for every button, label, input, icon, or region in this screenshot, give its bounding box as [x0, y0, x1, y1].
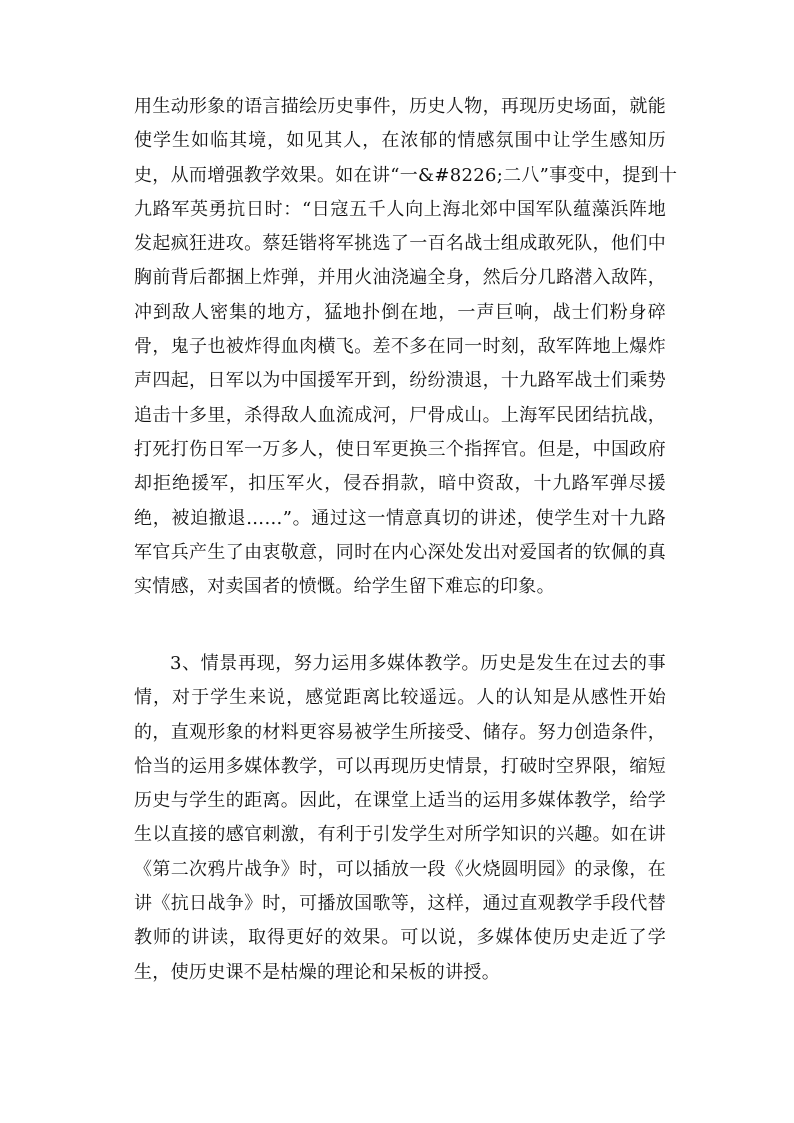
- text-line: 讲《抗日战争》时，可播放国歌等，这样，通过直观教学手段代替: [134, 893, 666, 915]
- text-line: 军官兵产生了由衷敬意，同时在内心深处发出对爱国者的钦佩的真: [134, 541, 666, 563]
- text-line: 用生动形象的语言描绘历史事件，历史人物，再现历史场面，就能: [134, 96, 666, 117]
- text-line: 恰当的运用多媒体教学，可以再现历史情景，打破时空界限，缩短: [134, 755, 666, 777]
- text-line: 冲到敌人密集的地方，猛地扑倒在地，一声巨响，战士们粉身碎: [134, 301, 666, 323]
- text-line: 的，直观形象的材料更容易被学生所接受、储存。努力创造条件，: [134, 721, 666, 743]
- text-line: 教师的讲读，取得更好的效果。可以说，多媒体使历史走近了学: [134, 927, 666, 949]
- text-line: 骨，鬼子也被炸得血肉横飞。差不多在同一时刻，敌军阵地上爆炸: [134, 336, 666, 358]
- text-line: 史，从而增强教学效果。如在讲“一&#8226;二八”事变中，提到十: [134, 164, 678, 186]
- text-line: 九路军英勇抗日时：“日寇五千人向上海北郊中国军队蕴藻浜阵地: [134, 198, 666, 220]
- text-line: 生以直接的感官刺激，有利于引发学生对所学知识的兴趣。如在讲: [134, 824, 666, 846]
- text-line: 实情感，对卖国者的愤慨。给学生留下难忘的印象。: [134, 576, 555, 598]
- text-line: 追击十多里，杀得敌人血流成河，尸骨成山。上海军民团结抗战，: [134, 404, 666, 426]
- text-line: 绝，被迫撤退……”。通过这一情意真切的讲述，使学生对十九路: [134, 507, 666, 529]
- text-line: 打死打伤日军一万多人，使日军更换三个指挥官。但是，中国政府: [134, 438, 666, 460]
- text-line: 历史与学生的距离。因此，在课堂上适当的运用多媒体教学，给学: [134, 790, 666, 812]
- text-line: 声四起，日军以为中国援军开到，纷纷溃退，十九路军战士们乘势: [134, 370, 666, 392]
- text-line: 胸前背后都捆上炸弹，并用火油浇遍全身，然后分几路潜入敌阵，: [134, 267, 666, 289]
- text-line: 3、情景再现，努力运用多媒体教学。历史是发生在过去的事: [170, 653, 666, 674]
- text-line: 《第二次鸦片战争》时，可以插放一段《火烧圆明园》的录像，在: [134, 858, 666, 880]
- text-line: 生，使历史课不是枯燥的理论和呆板的讲授。: [134, 961, 500, 983]
- text-line: 却拒绝援军，扣压军火，侵吞捐款，暗中资敌，十九路军弹尽援: [134, 473, 666, 495]
- text-line: 发起疯狂进攻。蔡廷锴将军挑选了一百名战士组成敢死队，他们中: [134, 233, 666, 255]
- paragraph-body-2: [134, 647, 666, 990]
- text-line: 使学生如临其境，如见其人，在浓郁的情感氛围中让学生感知历: [134, 130, 666, 152]
- paragraph-body-1: [134, 90, 678, 604]
- text-line: 情，对于学生来说，感觉距离比较遥远。人的认知是从感性开始: [134, 687, 666, 709]
